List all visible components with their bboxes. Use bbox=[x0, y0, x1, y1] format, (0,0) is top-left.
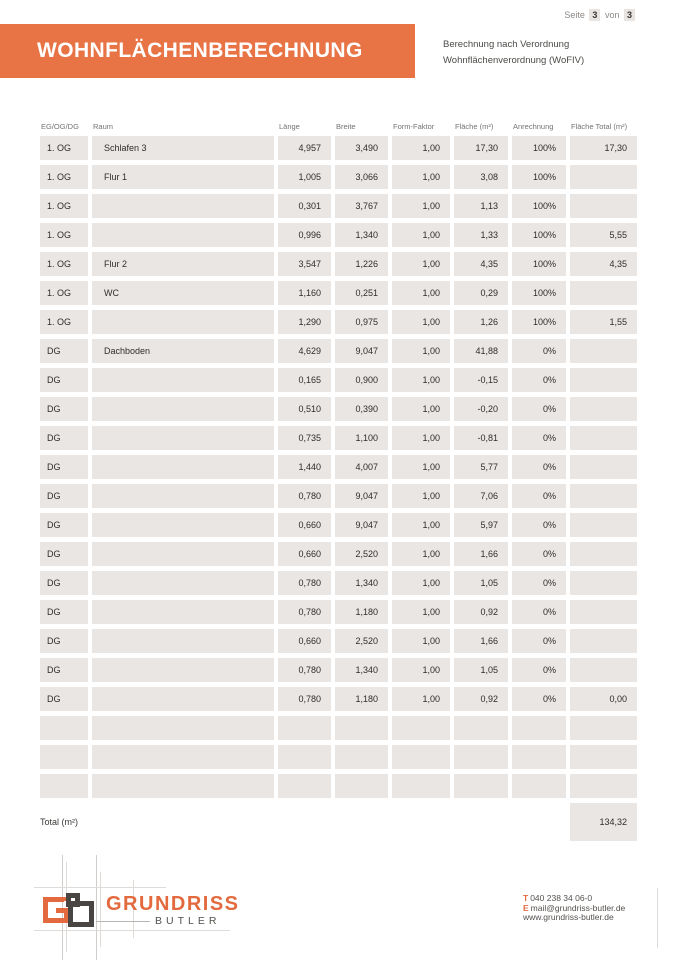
cell-flaeche: 4,35 bbox=[454, 252, 508, 276]
phone-label: T bbox=[523, 893, 529, 903]
cell-flaeche: 1,66 bbox=[454, 629, 508, 653]
cell-flaeche: 0,92 bbox=[454, 600, 508, 624]
cell-laenge: 0,996 bbox=[278, 223, 331, 247]
column-header-laenge: Länge bbox=[279, 122, 300, 131]
cell-form-faktor: 1,00 bbox=[392, 687, 450, 711]
cell-form-faktor: 1,00 bbox=[392, 629, 450, 653]
cell-floor: 1. OG bbox=[40, 252, 88, 276]
column-header-form-faktor: Form-Faktor bbox=[393, 122, 435, 131]
brand-subname: BUTLER bbox=[155, 915, 221, 927]
contact-website: www.grundriss-butler.de bbox=[523, 912, 614, 922]
cell-form-faktor: 1,00 bbox=[392, 513, 450, 537]
blueprint-line bbox=[657, 888, 658, 948]
cell-anrechnung: 0% bbox=[512, 513, 566, 537]
page-of-label: von bbox=[604, 10, 620, 20]
cell-breite bbox=[335, 716, 388, 740]
table-row bbox=[40, 571, 637, 595]
cell-floor: DG bbox=[40, 455, 88, 479]
cell-anrechnung: 100% bbox=[512, 136, 566, 160]
column-header-flaeche: Fläche (m²) bbox=[455, 122, 494, 131]
cell-form-faktor: 1,00 bbox=[392, 136, 450, 160]
cell-form-faktor: 1,00 bbox=[392, 426, 450, 450]
blueprint-line bbox=[34, 930, 230, 931]
cell-laenge: 1,005 bbox=[278, 165, 331, 189]
cell-flaeche bbox=[454, 774, 508, 798]
cell-flaeche-total bbox=[570, 281, 637, 305]
cell-anrechnung: 100% bbox=[512, 165, 566, 189]
cell-breite: 1,340 bbox=[335, 658, 388, 682]
total-box bbox=[570, 803, 637, 841]
cell-breite: 2,520 bbox=[335, 542, 388, 566]
cell-breite: 9,047 bbox=[335, 339, 388, 363]
cell-breite: 0,251 bbox=[335, 281, 388, 305]
cell-laenge: 0,660 bbox=[278, 513, 331, 537]
cell-laenge: 0,301 bbox=[278, 194, 331, 218]
cell-flaeche-total: 1,55 bbox=[570, 310, 637, 334]
cell-flaeche-total bbox=[570, 571, 637, 595]
cell-room bbox=[92, 658, 274, 682]
cell-room bbox=[92, 194, 274, 218]
brand-rule bbox=[96, 921, 150, 922]
cell-laenge: 0,780 bbox=[278, 600, 331, 624]
cell-form-faktor: 1,00 bbox=[392, 223, 450, 247]
cell-breite: 2,520 bbox=[335, 629, 388, 653]
cell-flaeche: 41,88 bbox=[454, 339, 508, 363]
cell-floor bbox=[40, 716, 88, 740]
table-row bbox=[40, 368, 637, 392]
cell-anrechnung: 0% bbox=[512, 542, 566, 566]
cell-laenge: 4,629 bbox=[278, 339, 331, 363]
column-header-flaeche-total: Fläche Total (m²) bbox=[571, 122, 628, 131]
cell-anrechnung: 0% bbox=[512, 687, 566, 711]
cell-breite: 1,340 bbox=[335, 223, 388, 247]
cell-laenge: 0,780 bbox=[278, 571, 331, 595]
cell-laenge: 0,660 bbox=[278, 542, 331, 566]
cell-breite: 1,180 bbox=[335, 600, 388, 624]
cell-room bbox=[92, 484, 274, 508]
cell-room bbox=[92, 223, 274, 247]
cell-floor bbox=[40, 774, 88, 798]
email-address: mail@grundriss-butler.de bbox=[530, 902, 626, 913]
cell-flaeche-total bbox=[570, 542, 637, 566]
cell-flaeche-total: 17,30 bbox=[570, 136, 637, 160]
column-header-anrechnung: Anrechnung bbox=[513, 122, 554, 131]
cell-flaeche: 7,06 bbox=[454, 484, 508, 508]
cell-flaeche-total bbox=[570, 629, 637, 653]
page-number-badge: 3 bbox=[589, 9, 600, 21]
cell-form-faktor bbox=[392, 716, 450, 740]
total-row bbox=[40, 803, 637, 841]
table-row bbox=[40, 774, 637, 798]
table-row bbox=[40, 629, 637, 653]
cell-flaeche-total: 4,35 bbox=[570, 252, 637, 276]
cell-flaeche: 1,66 bbox=[454, 542, 508, 566]
cell-room: Flur 2 bbox=[92, 252, 274, 276]
cell-room bbox=[92, 310, 274, 334]
cell-laenge: 0,660 bbox=[278, 629, 331, 653]
cell-form-faktor: 1,00 bbox=[392, 658, 450, 682]
cell-anrechnung: 100% bbox=[512, 281, 566, 305]
cell-form-faktor bbox=[392, 774, 450, 798]
cell-breite: 9,047 bbox=[335, 484, 388, 508]
cell-breite: 0,390 bbox=[335, 397, 388, 421]
cell-form-faktor: 1,00 bbox=[392, 165, 450, 189]
cell-flaeche-total: 0,00 bbox=[570, 687, 637, 711]
cell-room bbox=[92, 571, 274, 595]
cell-anrechnung: 0% bbox=[512, 455, 566, 479]
page-total-badge: 3 bbox=[624, 9, 635, 21]
cell-laenge: 4,957 bbox=[278, 136, 331, 160]
cell-flaeche-total bbox=[570, 194, 637, 218]
cell-form-faktor: 1,00 bbox=[392, 310, 450, 334]
blueprint-line bbox=[34, 887, 166, 888]
cell-flaeche: 1,33 bbox=[454, 223, 508, 247]
cell-flaeche: 1,26 bbox=[454, 310, 508, 334]
table-row bbox=[40, 397, 637, 421]
cell-flaeche-total bbox=[570, 658, 637, 682]
table-row bbox=[40, 542, 637, 566]
cell-breite: 3,767 bbox=[335, 194, 388, 218]
email-label: E bbox=[523, 902, 529, 913]
column-header-floor: EG/OG/DG bbox=[41, 122, 79, 131]
cell-flaeche-total bbox=[570, 165, 637, 189]
cell-floor: DG bbox=[40, 571, 88, 595]
cell-laenge: 0,735 bbox=[278, 426, 331, 450]
regulation-note bbox=[443, 37, 584, 69]
title-banner bbox=[0, 24, 415, 78]
contact-block bbox=[523, 894, 625, 923]
cell-room bbox=[92, 397, 274, 421]
cell-form-faktor: 1,00 bbox=[392, 397, 450, 421]
cell-room: Schlafen 3 bbox=[92, 136, 274, 160]
cell-form-faktor: 1,00 bbox=[392, 455, 450, 479]
cell-breite: 1,340 bbox=[335, 571, 388, 595]
cell-room: WC bbox=[92, 281, 274, 305]
table-row bbox=[40, 136, 637, 160]
cell-floor: DG bbox=[40, 658, 88, 682]
cell-room: Dachboden bbox=[92, 339, 274, 363]
cell-flaeche: 1,05 bbox=[454, 571, 508, 595]
brand-name: GRUNDRISS bbox=[106, 893, 240, 915]
cell-room bbox=[92, 600, 274, 624]
cell-breite: 3,490 bbox=[335, 136, 388, 160]
blueprint-line bbox=[96, 855, 97, 960]
cell-anrechnung: 0% bbox=[512, 600, 566, 624]
table-row bbox=[40, 310, 637, 334]
cell-form-faktor: 1,00 bbox=[392, 339, 450, 363]
cell-anrechnung: 0% bbox=[512, 368, 566, 392]
cell-floor: DG bbox=[40, 629, 88, 653]
blueprint-line bbox=[100, 872, 101, 947]
column-header-room: Raum bbox=[93, 122, 114, 131]
cell-flaeche-total bbox=[570, 774, 637, 798]
cell-room: Flur 1 bbox=[92, 165, 274, 189]
table-row bbox=[40, 194, 637, 218]
cell-form-faktor: 1,00 bbox=[392, 600, 450, 624]
cell-room bbox=[92, 745, 274, 769]
cell-anrechnung: 100% bbox=[512, 252, 566, 276]
cell-flaeche: 5,97 bbox=[454, 513, 508, 537]
cell-floor: DG bbox=[40, 426, 88, 450]
cell-flaeche: 5,77 bbox=[454, 455, 508, 479]
cell-room bbox=[92, 716, 274, 740]
page-label: Seite bbox=[564, 10, 585, 20]
cell-flaeche-total bbox=[570, 455, 637, 479]
table-row bbox=[40, 339, 637, 363]
cell-flaeche: 17,30 bbox=[454, 136, 508, 160]
cell-floor bbox=[40, 745, 88, 769]
cell-breite: 1,226 bbox=[335, 252, 388, 276]
cell-form-faktor: 1,00 bbox=[392, 252, 450, 276]
table-row bbox=[40, 600, 637, 624]
cell-laenge: 0,780 bbox=[278, 658, 331, 682]
cell-form-faktor: 1,00 bbox=[392, 484, 450, 508]
cell-floor: DG bbox=[40, 484, 88, 508]
cell-laenge: 1,440 bbox=[278, 455, 331, 479]
cell-flaeche-total bbox=[570, 513, 637, 537]
cell-flaeche-total bbox=[570, 600, 637, 624]
table-row bbox=[40, 281, 637, 305]
cell-breite: 3,066 bbox=[335, 165, 388, 189]
cell-breite: 0,900 bbox=[335, 368, 388, 392]
cell-floor: 1. OG bbox=[40, 194, 88, 218]
cell-form-faktor bbox=[392, 745, 450, 769]
cell-anrechnung: 100% bbox=[512, 223, 566, 247]
cell-anrechnung bbox=[512, 774, 566, 798]
page-title: WOHNFLÄCHENBERECHNUNG bbox=[37, 39, 363, 62]
cell-floor: DG bbox=[40, 600, 88, 624]
phone-number: 040 238 34 06-0 bbox=[530, 893, 593, 903]
cell-laenge bbox=[278, 774, 331, 798]
cell-anrechnung: 0% bbox=[512, 629, 566, 653]
cell-breite: 0,975 bbox=[335, 310, 388, 334]
cell-anrechnung bbox=[512, 716, 566, 740]
regulation-line2: Wohnflächenverordnung (WoFIV) bbox=[443, 55, 585, 66]
cell-flaeche-total bbox=[570, 484, 637, 508]
cell-anrechnung: 0% bbox=[512, 397, 566, 421]
cell-breite: 9,047 bbox=[335, 513, 388, 537]
cell-room bbox=[92, 687, 274, 711]
cell-anrechnung: 0% bbox=[512, 571, 566, 595]
cell-form-faktor: 1,00 bbox=[392, 194, 450, 218]
logo-b-icon bbox=[68, 901, 94, 927]
cell-flaeche: 0,92 bbox=[454, 687, 508, 711]
table-row bbox=[40, 745, 637, 769]
cell-floor: 1. OG bbox=[40, 310, 88, 334]
cell-laenge: 1,160 bbox=[278, 281, 331, 305]
cell-breite: 1,180 bbox=[335, 687, 388, 711]
cell-laenge: 0,780 bbox=[278, 484, 331, 508]
cell-anrechnung bbox=[512, 745, 566, 769]
cell-floor: 1. OG bbox=[40, 223, 88, 247]
cell-room bbox=[92, 426, 274, 450]
cell-anrechnung: 0% bbox=[512, 426, 566, 450]
cell-floor: 1. OG bbox=[40, 136, 88, 160]
cell-room bbox=[92, 513, 274, 537]
cell-form-faktor: 1,00 bbox=[392, 281, 450, 305]
table-row bbox=[40, 658, 637, 682]
cell-anrechnung: 100% bbox=[512, 194, 566, 218]
cell-room bbox=[92, 774, 274, 798]
cell-flaeche-total bbox=[570, 426, 637, 450]
cell-room bbox=[92, 455, 274, 479]
cell-laenge bbox=[278, 745, 331, 769]
table-row bbox=[40, 716, 637, 740]
column-header-breite: Breite bbox=[336, 122, 356, 131]
cell-flaeche: 0,29 bbox=[454, 281, 508, 305]
cell-flaeche-total bbox=[570, 716, 637, 740]
cell-flaeche-total bbox=[570, 368, 637, 392]
cell-flaeche-total bbox=[570, 745, 637, 769]
cell-form-faktor: 1,00 bbox=[392, 368, 450, 392]
cell-flaeche: 1,05 bbox=[454, 658, 508, 682]
cell-form-faktor: 1,00 bbox=[392, 542, 450, 566]
cell-flaeche: -0,15 bbox=[454, 368, 508, 392]
cell-breite bbox=[335, 745, 388, 769]
cell-flaeche bbox=[454, 745, 508, 769]
cell-flaeche bbox=[454, 716, 508, 740]
table-row bbox=[40, 455, 637, 479]
cell-flaeche: 1,13 bbox=[454, 194, 508, 218]
cell-floor: DG bbox=[40, 368, 88, 392]
table-row bbox=[40, 252, 637, 276]
cell-flaeche-total: 5,55 bbox=[570, 223, 637, 247]
cell-room bbox=[92, 368, 274, 392]
area-calculation-table bbox=[40, 122, 637, 841]
table-row bbox=[40, 484, 637, 508]
table-row bbox=[40, 687, 637, 711]
cell-form-faktor: 1,00 bbox=[392, 571, 450, 595]
cell-floor: DG bbox=[40, 513, 88, 537]
page-indicator bbox=[564, 9, 637, 21]
table-header-row bbox=[40, 122, 637, 131]
cell-laenge: 0,510 bbox=[278, 397, 331, 421]
cell-laenge: 0,780 bbox=[278, 687, 331, 711]
cell-anrechnung: 0% bbox=[512, 484, 566, 508]
cell-floor: 1. OG bbox=[40, 281, 88, 305]
cell-floor: DG bbox=[40, 687, 88, 711]
table-body bbox=[40, 136, 637, 798]
cell-anrechnung: 0% bbox=[512, 658, 566, 682]
cell-laenge: 1,290 bbox=[278, 310, 331, 334]
table-row bbox=[40, 426, 637, 450]
cell-flaeche-total bbox=[570, 339, 637, 363]
cell-floor: 1. OG bbox=[40, 165, 88, 189]
table-row bbox=[40, 223, 637, 247]
cell-floor: DG bbox=[40, 542, 88, 566]
cell-laenge: 0,165 bbox=[278, 368, 331, 392]
cell-room bbox=[92, 542, 274, 566]
cell-breite: 1,100 bbox=[335, 426, 388, 450]
regulation-line1: Berechnung nach Verordnung bbox=[443, 39, 570, 50]
cell-flaeche: -0,20 bbox=[454, 397, 508, 421]
cell-room bbox=[92, 629, 274, 653]
cell-flaeche: 3,08 bbox=[454, 165, 508, 189]
cell-anrechnung: 100% bbox=[512, 310, 566, 334]
cell-floor: DG bbox=[40, 339, 88, 363]
cell-breite bbox=[335, 774, 388, 798]
cell-laenge: 3,547 bbox=[278, 252, 331, 276]
table-row bbox=[40, 513, 637, 537]
cell-flaeche-total bbox=[570, 397, 637, 421]
table-row bbox=[40, 165, 637, 189]
cell-anrechnung: 0% bbox=[512, 339, 566, 363]
cell-laenge bbox=[278, 716, 331, 740]
cell-floor: DG bbox=[40, 397, 88, 421]
cell-breite: 4,007 bbox=[335, 455, 388, 479]
total-label: Total (m²) bbox=[40, 817, 78, 827]
total-value: 134,32 bbox=[599, 817, 627, 827]
cell-flaeche: -0,81 bbox=[454, 426, 508, 450]
